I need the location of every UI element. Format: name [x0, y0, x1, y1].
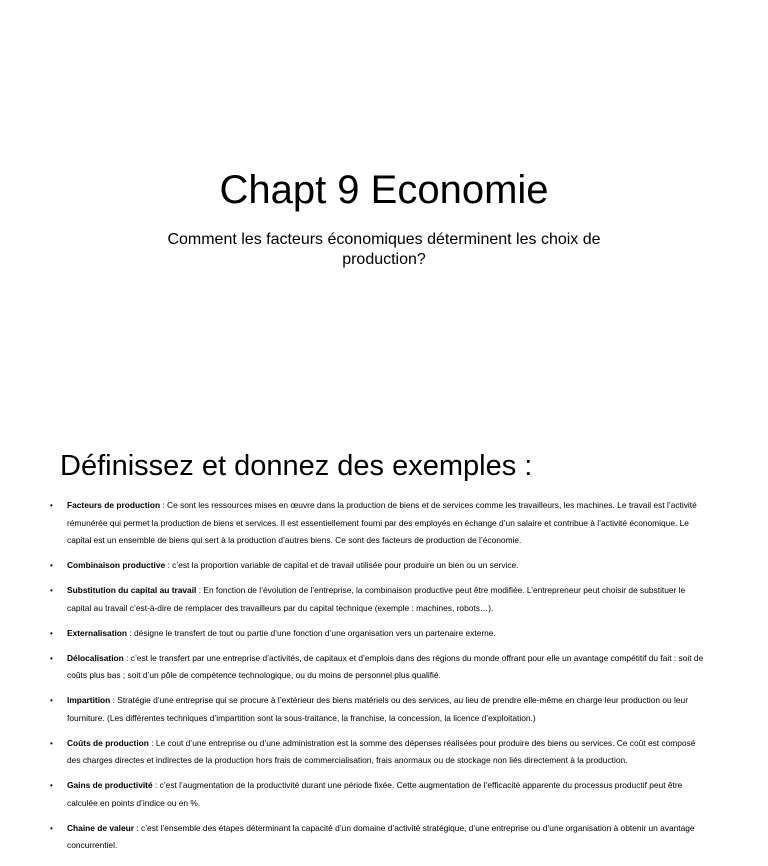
page-subtitle: Comment les facteurs économiques déterminent les choix de production?	[167, 231, 601, 268]
definition-text: : Stratégie d’une entreprise qui se procure à l’extérieur des biens matériels ou des services, au lieu de prendre elle-même en charge leur production ou leur fourniture. (Les différentes techniques d’impartition sont la sous-traitance, la franchise, la concession, la licence d’exploitation.)	[67, 695, 689, 723]
definition-text: : désigne le transfert de tout ou partie d’une fonction d’une organisation vers un partenaire externe.	[127, 627, 496, 638]
list-item	[50, 735, 710, 770]
bullet-icon: •	[50, 738, 53, 748]
bullet-icon: •	[50, 781, 53, 790]
definition-text: : c’est l’ensemble des étapes déterminant la capacité d’un domaine d’activité stratégique, d’une entreprise ou d’une organisation à obtenir un avantage concurrentiel.	[67, 822, 695, 850]
definition-term: Délocalisation	[67, 652, 124, 663]
list-item	[50, 777, 710, 812]
definition-term: Substitution du capital au travail	[67, 585, 197, 595]
bullet-icon: •	[50, 586, 53, 595]
bullet-icon: •	[50, 501, 53, 510]
definition-term: Coûts de production	[67, 737, 149, 748]
definition-text: : Le cout d’une entreprise ou d’une administration est la somme des dépenses réalisées pour produire des biens ou services. Ce coût est composé des charges directes et indirectes de la production hors frais de commercialisation, frais anormaux ou de stockage non liés directement à la production.	[67, 737, 696, 765]
definition-term: Gains de productivité	[67, 780, 153, 790]
definition-term: Chaine de valeur	[67, 822, 135, 833]
list-item	[50, 692, 710, 727]
definition-list	[50, 497, 710, 862]
definition-text: : c’est la proportion variable de capital et de travail utilisée pour produire un bien ou un service.	[165, 560, 519, 570]
list-item	[50, 820, 710, 855]
section-heading: Définissez et donnez des exemples :	[60, 450, 533, 482]
definition-term: Facteurs de production	[67, 500, 161, 510]
slide-title	[0, 0, 768, 432]
definition-text: : Ce sont les ressources mises en œuvre dans la production de biens et de services comme les travailleurs, les machines. Le travail est l’activité rémunérée qui permet la production de biens et services. Il est essentiellement fourni par des employés en échange d’un salaire et contribue à l’activité économique. Le capital est un ensemble de biens qui sert à la production d’autres biens. Ce sont des facteurs de production de l’économie.	[67, 500, 697, 545]
definition-text: : c’est le transfert par une entreprise d’activités, de capitaux et d’emplois dans des régions du monde offrant pour elle un avantage compétitif du fait : soit de coûts plus bas ; soit d’un pôle de compétence technologique, ou du moins de personnel plus qualifié.	[67, 652, 704, 680]
list-item	[50, 625, 710, 643]
bullet-icon: •	[50, 653, 53, 663]
list-item	[50, 557, 710, 575]
slide-definitions	[0, 440, 768, 866]
bullet-icon: •	[50, 561, 53, 570]
list-item	[50, 582, 710, 617]
bullet-icon: •	[50, 628, 53, 638]
list-item	[50, 497, 710, 550]
definition-text: : c’est l’augmentation de la productivité durant une période fixée. Cette augmentation de l’efficacité apparente du processus productif peut être calculée en points d’indice ou en %.	[67, 780, 683, 808]
list-item	[50, 650, 710, 685]
definition-term: Externalisation	[67, 627, 128, 638]
bullet-icon: •	[50, 696, 53, 705]
bullet-icon: •	[50, 823, 53, 833]
definition-text: : En fonction de l’évolution de l’entreprise, la combinaison productive peut être modifiée. L’entrepreneur peut choisir de substituer le capital au travail c’est-à-dire de remplacer des travailleurs par du capital technique (exemple : machines, robots…).	[67, 585, 686, 613]
definition-term: Combinaison productive	[67, 560, 166, 570]
definition-term: Impartition	[67, 695, 111, 705]
page-title: Chapt 9 Economie	[219, 168, 549, 212]
